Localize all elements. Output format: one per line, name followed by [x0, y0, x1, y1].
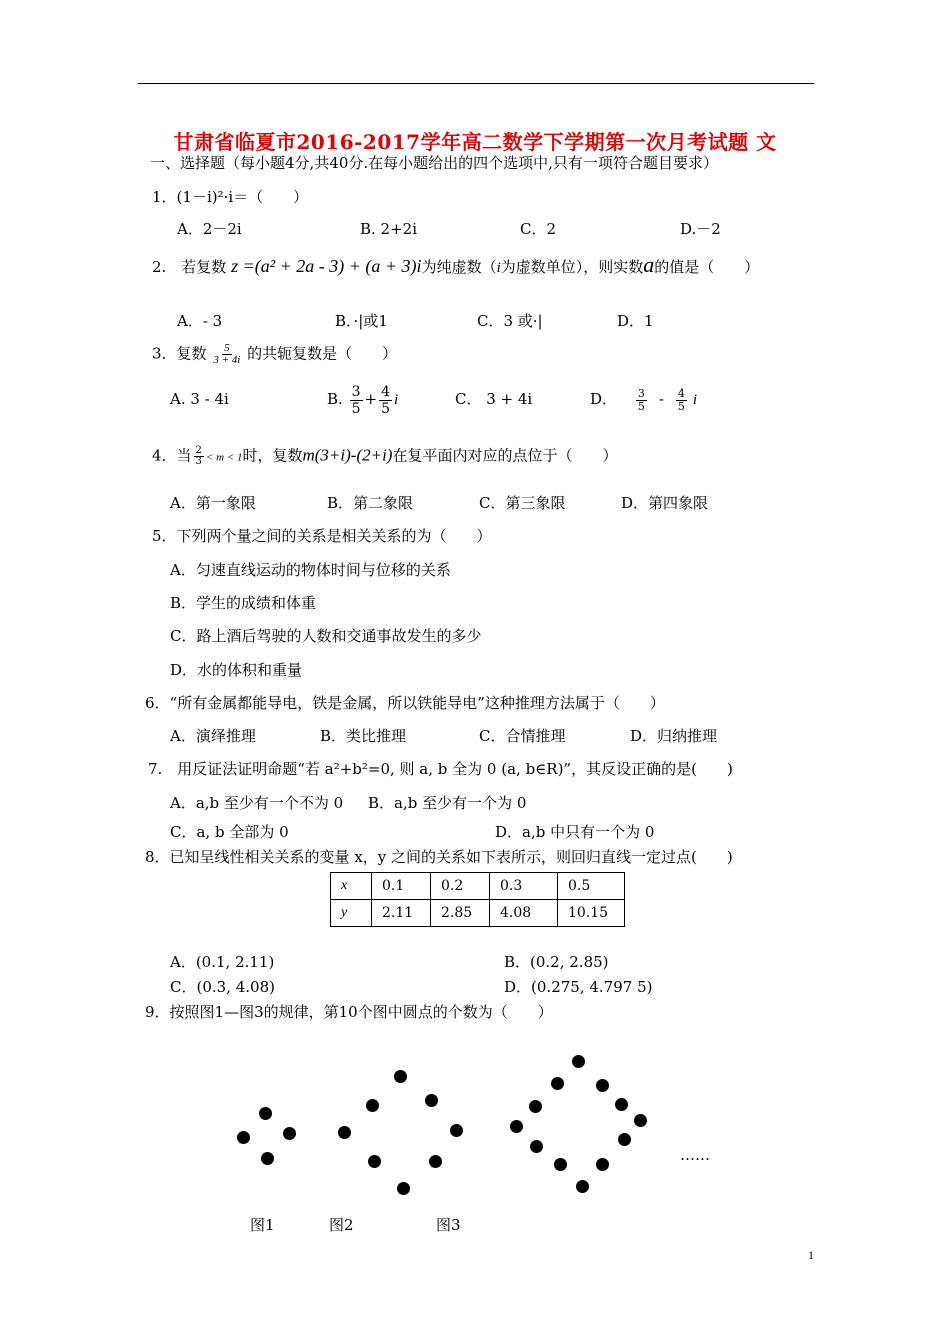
q1-stem: 1．(1－i)²·i＝（ ） [152, 188, 309, 206]
q3-b-frac1: $\frac{3}{5}$ [351, 383, 361, 417]
q5-option-b: B．学生的成绩和体重 [170, 594, 317, 612]
table-cell: x [331, 873, 372, 900]
dot [576, 1180, 589, 1193]
dot [397, 1182, 410, 1195]
table-cell: 2.11 [372, 900, 431, 927]
q2-prefix: 2. 若复数 [152, 258, 227, 276]
q3-option-d: D． $\frac{3}{5}$ - $\frac{4}{5}$ i [590, 386, 698, 413]
q6-option-c: C．合情推理 [479, 727, 566, 745]
q2-i: i [496, 260, 501, 276]
q3-d-frac2: $\frac{4}{5}$ [677, 386, 685, 413]
q8-option-c: C．(0.3, 4.08) [170, 978, 275, 996]
q3-option-c: C． 3 + 4i [455, 390, 533, 408]
q3-suffix: 的共轭复数是（ ） [247, 344, 398, 363]
table-cell: 10.15 [558, 900, 625, 927]
dot [394, 1070, 407, 1083]
dot [450, 1124, 463, 1137]
q8-option-b: B．(0.2, 2.85) [504, 953, 609, 971]
q4-option-d: D．第四象限 [621, 494, 709, 512]
q4-expression: m(3+i)-(2+i) [302, 445, 393, 465]
dot [554, 1158, 567, 1171]
q4-prefix: 4．当 [152, 446, 192, 465]
dot [425, 1094, 438, 1107]
q4-option-c: C．第三象限 [479, 494, 566, 512]
q5-option-c: C．路上酒后驾驶的人数和交通事故发生的多少 [170, 627, 482, 645]
q6-option-b: B．类比推理 [320, 727, 407, 745]
table-row [331, 873, 625, 900]
q2-mid: 为纯虚数（ [421, 258, 497, 276]
q7-option-a: A．a,b 至少有一个不为 0 [170, 794, 344, 812]
q3-d-frac1: $\frac{3}{5}$ [637, 386, 645, 413]
dot [338, 1126, 351, 1139]
figure-label-1: 图1 [250, 1216, 275, 1234]
figure-label-3: 图3 [436, 1216, 461, 1234]
q3-b-frac2: $\frac{4}{5}$ [381, 383, 390, 417]
q2-expression: z =(a² + 2a - 3) + (a + 3)i [231, 256, 422, 276]
table-cell: y [331, 900, 372, 927]
q2-option-b: B．·|或1 [335, 312, 388, 330]
q2-option-a: A．- 3 [177, 312, 223, 330]
data-table [330, 872, 625, 927]
dot [429, 1155, 442, 1168]
q6-option-d: D．归纳推理 [630, 727, 718, 745]
q8-option-a: A．(0.1, 2.11) [170, 953, 275, 971]
dot [572, 1055, 585, 1068]
q4-option-a: A．第一象限 [170, 494, 256, 512]
q6-option-a: A．演绎推理 [170, 727, 256, 745]
q5-option-d: D．水的体积和重量 [170, 661, 303, 679]
dot [366, 1099, 379, 1112]
q3-option-b: B. $\frac{3}{5}$ + $\frac{4}{5}$ i [327, 383, 399, 417]
dot [368, 1155, 381, 1168]
dot [596, 1158, 609, 1171]
q2-a: a [643, 252, 655, 277]
table-cell: 0.1 [372, 873, 431, 900]
dot [530, 1140, 543, 1153]
q2-option-d: D．1 [617, 312, 654, 330]
q9-stem: 9．按照图1—图3的规律，第10个图中圆点的个数为（ ） [145, 1003, 553, 1021]
dot [551, 1077, 564, 1090]
q3-fraction: $\frac{5}{3 + 4i}$ [213, 342, 241, 366]
dot [237, 1131, 250, 1144]
dot [529, 1100, 542, 1113]
q3-stem [152, 343, 397, 366]
q8-option-d: D．(0.275, 4.797 5) [504, 978, 653, 996]
header-rule [138, 83, 814, 84]
table-cell: 4.08 [490, 900, 558, 927]
q1-option-d: D.－2 [680, 220, 721, 238]
dot [261, 1152, 274, 1165]
dot [259, 1107, 272, 1120]
figure-label-2: 图2 [329, 1216, 354, 1234]
dot [618, 1133, 631, 1146]
dot [615, 1098, 628, 1111]
q3-option-a: A. 3 - 4i [170, 390, 229, 408]
q7-option-b: B．a,b 至少有一个为 0 [368, 794, 527, 812]
q4-cond-rest: < m < 1 [205, 451, 243, 464]
q4-suffix: 在复平面内对应的点位于（ ） [392, 446, 618, 465]
table-cell: 2.85 [431, 900, 490, 927]
q1-option-a: A．2－2i [177, 220, 242, 238]
table-row [331, 900, 625, 927]
page-number: 1 [808, 1248, 814, 1262]
q1-option-b: B. 2+2i [360, 220, 418, 238]
table-cell: 0.3 [490, 873, 558, 900]
table-cell: 0.2 [431, 873, 490, 900]
q6-stem: 6．“所有金属都能导电，铁是金属，所以铁能导电”这种推理方法属于（ ） [145, 694, 665, 712]
q4-stem [152, 446, 617, 467]
q2-mid2: 为虚数单位），则实数 [500, 258, 644, 276]
dot [634, 1114, 647, 1127]
dot [510, 1120, 523, 1133]
q1-option-c: C．2 [520, 220, 557, 238]
q2-stem [152, 252, 760, 277]
q5-stem: 5．下列两个量之间的关系是相关关系的为（ ） [152, 527, 492, 545]
q7-stem: 7. 用反证法证明命题“若 a²+b²=0, 则 a, b 全为 0 (a, b∈R)”，其反设正确的是( ) [148, 760, 733, 778]
section-heading: 一、选择题（每小题4分,共40分.在每小题给出的四个选项中,只有一项符合题目要求） [150, 154, 718, 172]
q8-stem: 8．已知呈线性相关关系的变量 x，y 之间的关系如下表所示，则回归直线一定过点( ) [145, 848, 733, 866]
q4-cond-frac: $\frac{2}{3}$ [195, 445, 202, 467]
q2-suffix: 的值是（ ） [654, 258, 760, 276]
q4-mid: 时，复数 [242, 446, 303, 465]
page-title: 甘肃省临夏市2016-2017学年高二数学下学期第一次月考试题 文 [173, 130, 777, 154]
q3-prefix: 3．复数 [152, 344, 207, 363]
q7-option-c: C．a, b 全部为 0 [170, 823, 289, 841]
ellipsis: …… [680, 1146, 710, 1164]
q2-option-c: C．3 或·| [477, 312, 543, 330]
q7-option-d: D．a,b 中只有一个为 0 [495, 823, 655, 841]
q4-option-b: B．第二象限 [327, 494, 414, 512]
q5-option-a: A．匀速直线运动的物体时间与位移的关系 [170, 561, 451, 579]
table-cell: 0.5 [558, 873, 625, 900]
dot [596, 1079, 609, 1092]
dot [283, 1127, 296, 1140]
